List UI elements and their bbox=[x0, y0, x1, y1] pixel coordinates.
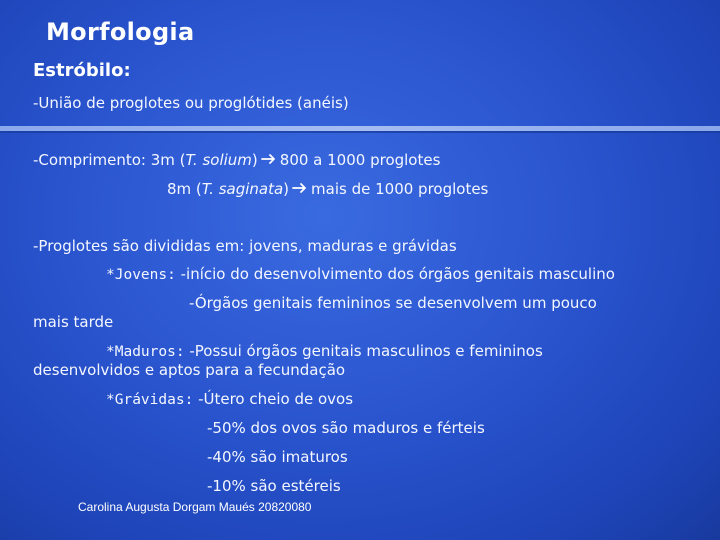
comp-suffix-2: ) bbox=[283, 180, 290, 198]
maduras-label: *Maduros: bbox=[106, 344, 185, 360]
jovens-text-1: -início do desenvolvimento dos órgãos genitais masculino bbox=[180, 265, 615, 283]
comp-result-1: 800 a 1000 proglotes bbox=[279, 151, 441, 169]
comp-species-2: T. saginata bbox=[201, 180, 284, 198]
line-maduras-1 bbox=[106, 342, 543, 360]
line-jovens-2: -Órgãos genitais femininos se desenvolvem um pouco bbox=[189, 294, 597, 312]
right-arrow-icon bbox=[292, 180, 308, 198]
maduras-text-1: -Possui órgãos genitais masculinos e femininos bbox=[189, 342, 543, 360]
line-gravidas-3: -40% são imaturos bbox=[207, 448, 348, 466]
line-gravidas-2: -50% dos ovos são maduros e férteis bbox=[207, 419, 485, 437]
slide-title: Morfologia bbox=[46, 18, 195, 46]
line-jovens-1 bbox=[106, 265, 615, 283]
gravidas-text-1: -Útero cheio de ovos bbox=[198, 390, 354, 408]
line-uniao: -União de proglotes ou proglótides (anéis) bbox=[33, 94, 349, 112]
comp-prefix: -Comprimento: 3m ( bbox=[33, 151, 186, 169]
gravidas-label: *Grávidas: bbox=[106, 392, 194, 408]
slide-footer: Carolina Augusta Dorgam Maués 20820080 bbox=[78, 500, 312, 514]
slide-subtitle: Estróbilo: bbox=[33, 60, 131, 81]
line-comprimento-2 bbox=[167, 180, 488, 198]
comp2-prefix: 8m ( bbox=[167, 180, 202, 198]
right-arrow-icon bbox=[261, 151, 277, 169]
jovens-label: *Jovens: bbox=[106, 267, 176, 283]
line-gravidas-1 bbox=[106, 390, 353, 408]
divider-shadow bbox=[0, 131, 720, 133]
comp-result-2: mais de 1000 proglotes bbox=[311, 180, 489, 198]
line-comprimento-1 bbox=[33, 151, 440, 169]
line-maduras-2: desenvolvidos e aptos para a fecundação bbox=[33, 361, 346, 379]
line-divididas: -Proglotes são divididas em: jovens, maduras e grávidas bbox=[33, 237, 457, 255]
line-gravidas-4: -10% são estéreis bbox=[207, 477, 341, 495]
comp-suffix-1: ) bbox=[251, 151, 258, 169]
line-jovens-3: mais tarde bbox=[33, 313, 114, 331]
comp-species-1: T. solium bbox=[185, 151, 252, 169]
